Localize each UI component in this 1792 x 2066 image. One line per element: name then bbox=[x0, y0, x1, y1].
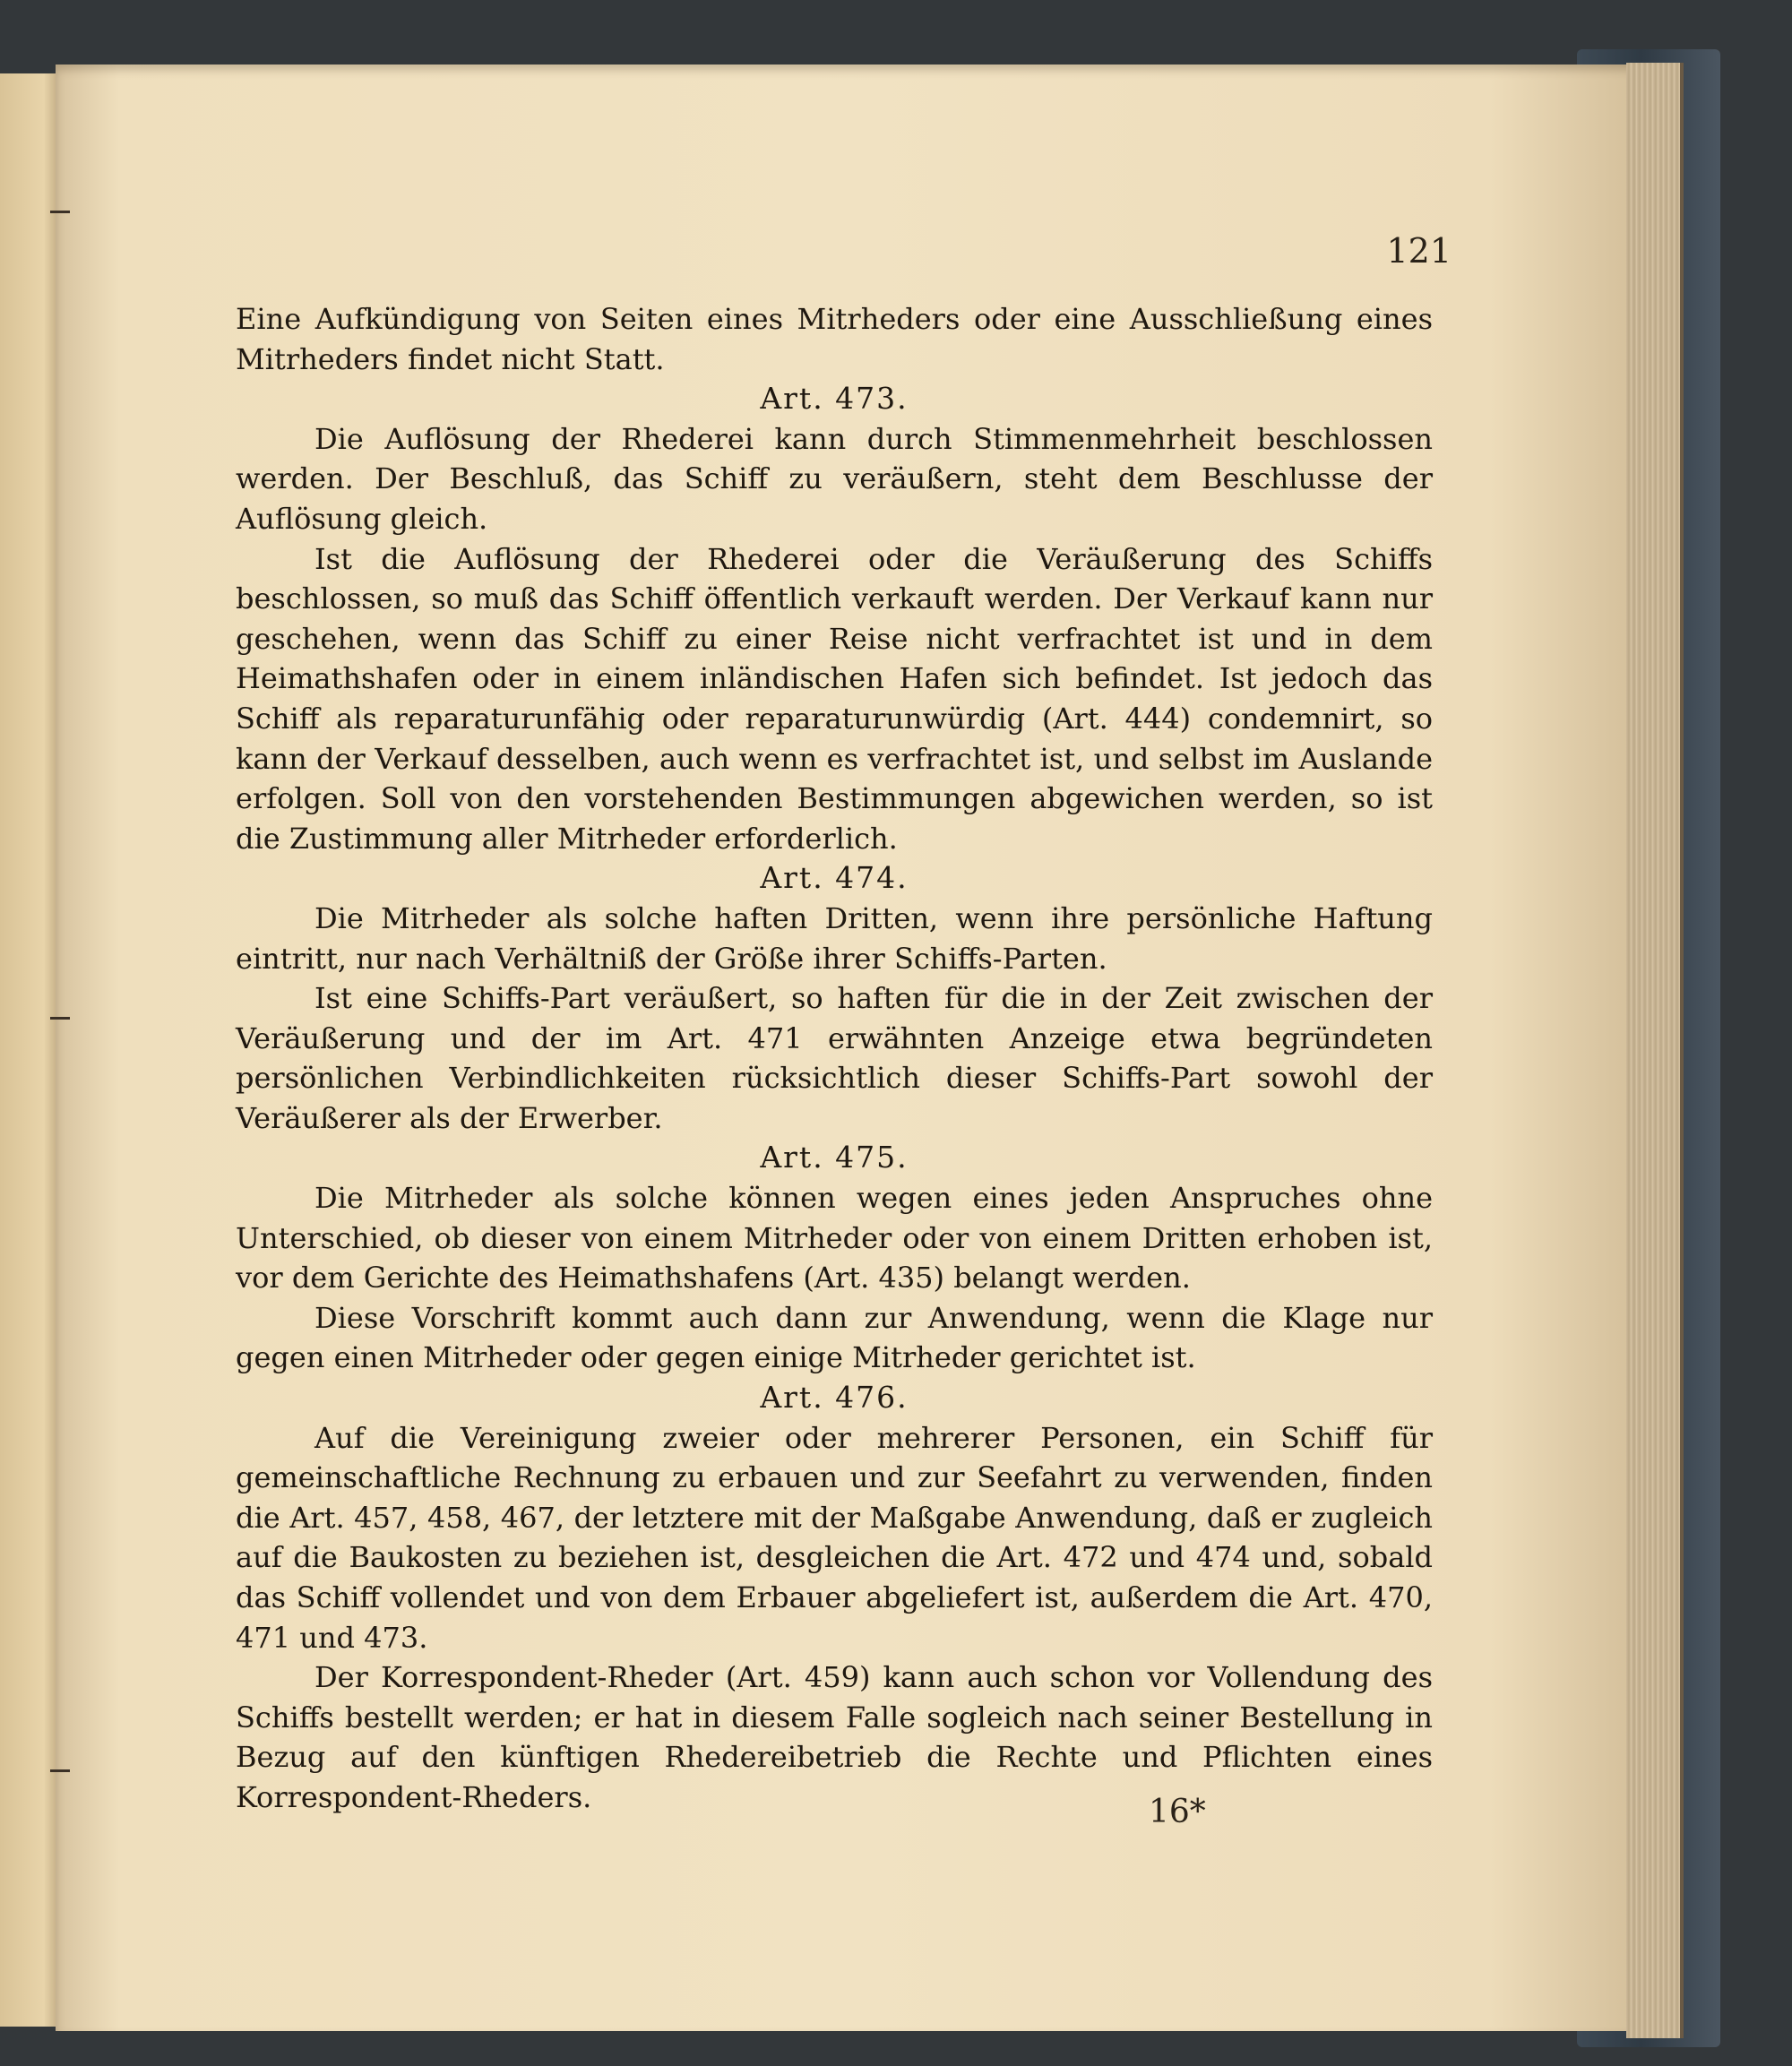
signature-mark: 16* bbox=[1149, 1794, 1206, 1830]
paragraph: Diese Vorschrift kommt auch dann zur Anwendung, wenn die Klage nur gegen einen Mitrheder oder gegen einige Mitrheder gerichtet ist. bbox=[236, 1300, 1433, 1375]
paragraph: Auf die Vereinigung zweier oder mehrerer Personen, ein Schiff für gemeinschaftliche Rechnung zu erbauen und zur Seefahrt zu verwenden, finden die Art. 457, 458, 467, der letztere mit der Maßgabe Anwendung, daß er zugleich auf die Baukosten zu beziehen ist, desgleichen die Art. 472 und 474 und, sobald das Schiff vollendet und von dem Erbauer abgeliefert ist, außerdem die Art. 470, 471 und 473. bbox=[236, 1420, 1433, 1655]
body-text bbox=[236, 299, 1433, 1818]
page-number: 121 bbox=[1386, 231, 1452, 271]
article-heading: Art. 473. bbox=[760, 381, 909, 417]
left-page-edge bbox=[0, 73, 63, 2027]
paragraph: Ist die Auflösung der Rhederei oder die Veräußerung des Schiffs beschlossen, so muß das Schiff öffentlich verkauft werden. Der Verkauf kann nur geschehen, wenn das Schiff zu einer Reise nicht verfrachtet ist und in dem Heimathshafen oder in einem inländischen Hafen sich befindet. Ist jedoch das Schiff als reparaturunfähig oder reparaturunwürdig (Art. 444) condemnirt, so kann der Verkauf desselben, auch wenn es verfrachtet ist, und selbst im Auslande erfolgen. Soll von den vorstehenden Bestimmungen abgewichen werden, so ist die Zustimmung aller Mitrheder erforderlich. bbox=[236, 541, 1433, 856]
paragraph: Eine Aufkündigung von Seiten eines Mitrheders oder eine Ausschließung eines Mitrheders findet nicht Statt. bbox=[236, 302, 1433, 376]
margin-mark bbox=[50, 1769, 70, 1772]
page-edges bbox=[1626, 63, 1684, 2038]
article-heading: Art. 476. bbox=[760, 1380, 909, 1416]
paragraph: Die Mitrheder als solche haften Dritten, wenn ihre persönliche Haftung eintritt, nur nach Verhältniß der Größe ihrer Schiffs-Parten. bbox=[236, 900, 1433, 976]
margin-mark bbox=[50, 1017, 70, 1020]
margin-mark bbox=[50, 211, 70, 213]
paragraph: Der Korrespondent-Rheder (Art. 459) kann auch schon vor Vollendung des Schiffs bestellt werden; er hat in diesem Falle sogleich nach seiner Bestellung in Bezug auf den künftigen Rhedereibetrieb die Rechte und Pflichten eines Korrespondent-Rheders. bbox=[236, 1660, 1433, 1814]
article-heading: Art. 474. bbox=[760, 860, 909, 896]
paragraph: Die Auflösung der Rhederei kann durch Stimmenmehrheit beschlossen werden. Der Beschluß, das Schiff zu veräußern, steht dem Beschlusse der Auflösung gleich. bbox=[236, 421, 1433, 536]
paragraph: Die Mitrheder als solche können wegen eines jeden Anspruches ohne Unterschied, ob dieser von einem Mitrheder oder von einem Dritten erhoben ist, vor dem Gerichte des Heimathshafens (Art. 435) belangt werden. bbox=[236, 1181, 1433, 1296]
article-heading: Art. 475. bbox=[760, 1140, 909, 1175]
paragraph: Ist eine Schiffs-Part veräußert, so haften für die in der Zeit zwischen der Veräußerung und der im Art. 471 erwähnten Anzeige etwa begründeten persönlichen Verbindlichkeiten rücksichtlich dieser Schiffs-Part sowohl der Veräußerer als der Erwerber. bbox=[236, 981, 1433, 1135]
